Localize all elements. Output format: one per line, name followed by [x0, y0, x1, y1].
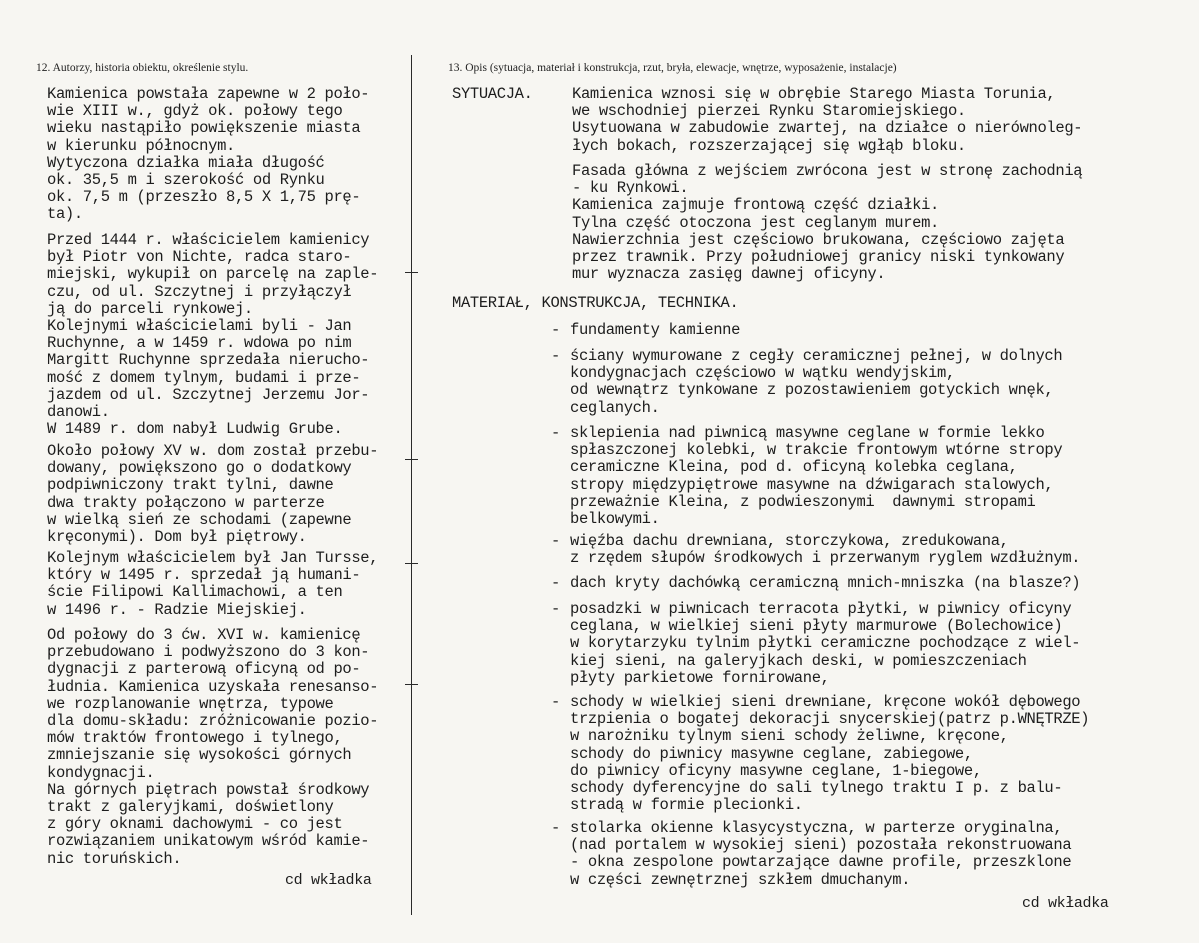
sytuacja-label: SYTUACJA.	[452, 85, 533, 103]
sytuacja-paragraph: Kamienica wznosi się w obrębie Starego Miasta Torunia, we wschodniej pierzei Rynku Staromiejskiego. Usytuowana w zabudowie zwartej, na działce o nierównoleg- łych bokach, rozszerzającej się wgłąb bloku.	[572, 85, 1083, 155]
material-item: dach kryty dachówką ceramiczną mnich-mniszka (na blasze?)	[570, 574, 1081, 592]
divider-mark	[405, 459, 418, 460]
item-dash: -	[551, 532, 560, 550]
material-item: stolarka okienne klasycystyczna, w parterze oryginalna, (nad portalem w wysokiej sieni) pozostała rekonstruowana - okna zespolone powtarzające dawne profile, przeszklone w części zewnętrznej szkłem dmuchanym.	[570, 819, 1072, 889]
material-item: sklepienia nad piwnicą masywne ceglane w formie lekko spłaszczonej kolebki, w trakcie frontowym wtórne stropy ceramiczne Kleina, pod d. oficyną kolebka ceglana, stropy międzypiętrowe masywne na dźwigarach stalowych, przeważnie Kleina, z podwieszonymi dawnymi stropami belkowymi.	[570, 424, 1063, 529]
right-footer: cd wkładka	[1022, 895, 1109, 912]
divider-mark	[405, 684, 418, 685]
history-paragraph: Kolejnym właścicielem był Jan Tursse, który w 1495 r. sprzedał ją humani- ście Filipowi Kallimachowi, a ten w 1496 r. - Radzie Miejskiej.	[47, 549, 379, 619]
right-column-header: 13. Opis (sytuacja, materiał i konstrukcja, rzut, bryła, elewacje, wnętrze, wyposażenie, instalacje)	[448, 62, 897, 74]
left-footer: cd wkładka	[285, 872, 372, 889]
material-item: fundamenty kamienne	[570, 321, 741, 339]
item-dash: -	[551, 693, 560, 711]
material-item: posadzki w piwnicach terracota płytki, w piwnicy oficyny ceglana, w wielkiej sieni płyty marmurowe (Bolechowice) w korytarzyku tylnim płytki ceramiczne pochodzące z wiel- kiej sieni, na galeryjkach deski, w pomieszczeniach płyty parkietowe fornirowane,	[570, 600, 1081, 687]
item-dash: -	[551, 321, 560, 339]
history-paragraph: Kamienica powstała zapewne w 2 poło- wie XIII w., gdyż ok. połowy tego wieku nastąpiło powiększenie miasta w kierunku północnym. Wytyczona działka miała długość ok. 35,5 m i szerokość od Rynku ok. 7,5 m (przeszło 8,5 X 1,75 prę- ta).	[47, 85, 370, 224]
material-item: więźba dachu drewniana, storczykowa, zredukowana, z rzędem słupów środkowych i przerwanym ryglem wzdłużnym.	[570, 532, 1081, 568]
item-dash: -	[551, 424, 560, 442]
material-item: schody w wielkiej sieni drewniane, kręcone wokół dębowego trzpienia o bogatej dekoracji snycerskiej(patrz p.WNĘTRZE) w narożniku tylnym sieni schody żeliwne, kręcone, schody do piwnicy masywne ceglane, zabiegowe, do piwnicy oficyny masywne ceglane, 1-biegowe, schody dyferencyjne do sali tylnego traktu I p. z balu- stradą w formie plecionki.	[570, 693, 1090, 815]
material-heading: MATERIAŁ, KONSTRUKCJA, TECHNIKA.	[452, 294, 739, 312]
item-dash: -	[551, 574, 560, 592]
sytuacja-paragraph: Fasada główna z wejściem zwrócona jest w stronę zachodnią - ku Rynkowi. Kamienica zajmuje frontową część działki. Tylna część otoczona jest ceglanym murem. Nawierzchnia jest częściowo brukowana, częściowo zajęta przez trawnik. Przy południowej granicy niski tynkowany mur wyznacza zasięg dawnej oficyny.	[572, 162, 1083, 284]
item-dash: -	[551, 347, 560, 365]
divider-mark	[405, 563, 418, 564]
divider-mark	[405, 272, 418, 273]
item-dash: -	[551, 600, 560, 618]
item-dash: -	[551, 819, 560, 837]
history-paragraph: Od połowy do 3 ćw. XVI w. kamienicę przebudowano i podwyższono do 3 kon- dygnacji z parterową oficyną od po- łudnia. Kamienica uzyskała renesanso- we rozplanowanie wnętrza, typowe dla domu-składu: zróżnicowanie pozio- mów traktów frontowego i tylnego, zmniejszanie się wysokości górnych kondygnacji. Na górnych piętrach powstał środkowy trakt z galeryjkami, doświetlony z góry oknami dachowymi - co jest rozwiązaniem unikatowym wśród kamie- nic toruńskich.	[47, 626, 379, 868]
material-item: ściany wymurowane z cegły ceramicznej pełnej, w dolnych kondygnacjach częściowo w wątku wendyjskim, od wewnątrz tynkowane z pozostawieniem gotyckich wnęk, ceglanych.	[570, 347, 1063, 417]
history-paragraph: Przed 1444 r. właścicielem kamienicy był Piotr von Nichte, radca staro- miejski, wykupił on parcelę na zaple- czu, od ul. Szczytnej i przyłączył ją do parceli rynkowej. Kolejnymi właścicielami byli - Jan Ruchynne, a w 1459 r. wdowa po nim Margitt Ruchynne sprzedała nierucho- mość z domem tylnym, budami i prze- jazdem od ul. Szczytnej Jerzemu Jor- danowi. W 1489 r. dom nabył Ludwig Grube.	[47, 231, 379, 439]
column-divider	[411, 55, 412, 915]
left-column-header: 12. Autorzy, historia obiektu, określenie stylu.	[36, 62, 249, 74]
history-paragraph: Około połowy XV w. dom został przebu- dowany, powiększono go o dodatkowy podpiwniczony trakt tylni, dawne dwa trakty połączono w parterze w wielką sień ze schodami (zapewne kręconymi). Dom był piętrowy.	[47, 442, 379, 547]
